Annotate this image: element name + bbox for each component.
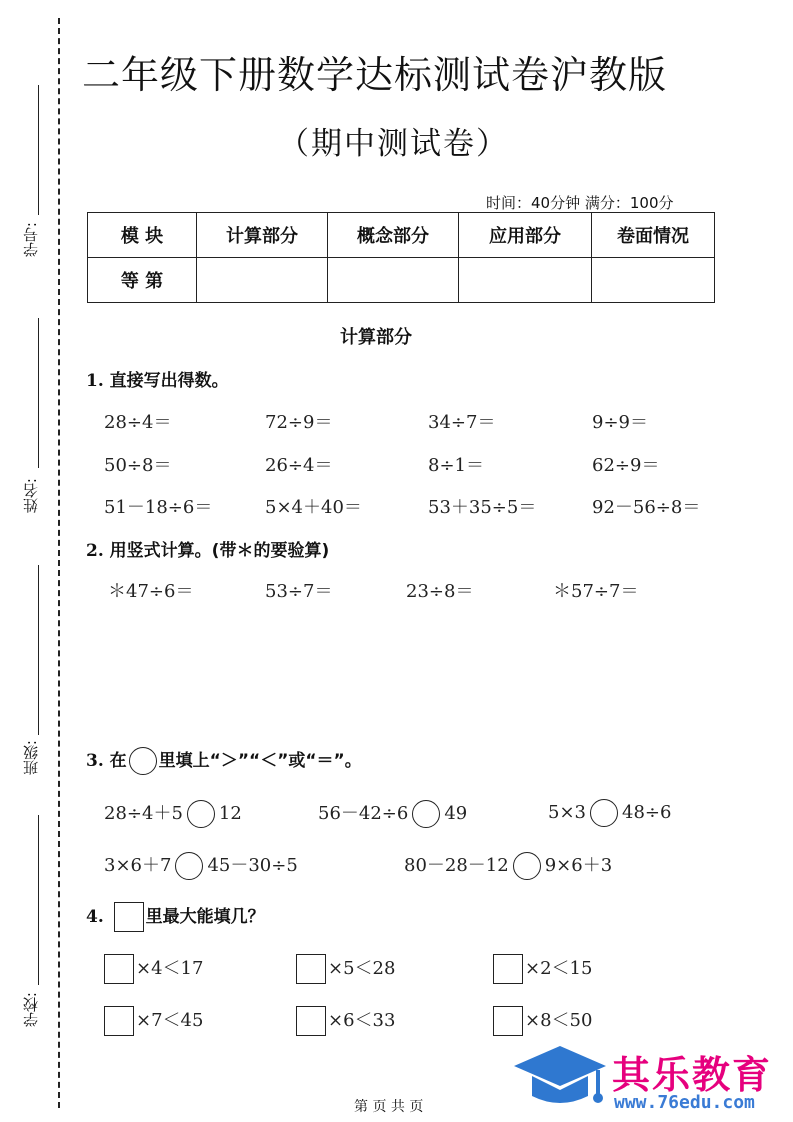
q3-title-post: 里填上“＞”“＜”或“＝”。 — [158, 751, 362, 771]
score-table-cell[interactable] — [592, 258, 715, 303]
q3-right: 9×6＋3 — [544, 855, 613, 876]
q1-expr: 62÷9＝ — [592, 455, 660, 476]
exam-info: 时间：40分钟 满分：100分 — [486, 194, 674, 212]
score-table — [87, 212, 715, 303]
q3-item — [104, 851, 298, 880]
q3-left: 80－28－12 — [404, 855, 509, 876]
q3-left: 56－42÷6 — [318, 803, 409, 824]
q3-right: 12 — [218, 803, 242, 824]
compare-circle[interactable] — [175, 852, 203, 880]
q1-heading — [86, 366, 229, 391]
q3-number: 3. — [86, 751, 104, 771]
score-table-header-cell: 模 块 — [88, 213, 197, 258]
score-table-cell[interactable] — [197, 258, 328, 303]
q4-heading — [86, 902, 265, 932]
page-title: 二年级下册数学达标测试卷沪教版 — [82, 53, 668, 97]
q4-expr: ×2＜15 — [525, 958, 593, 979]
q4-expr: ×4＜17 — [136, 958, 204, 979]
logo-name: 其乐教育 — [612, 1053, 773, 1097]
q3-right: 48÷6 — [622, 802, 672, 823]
student-no-line — [38, 85, 39, 215]
q4-item — [296, 1006, 395, 1036]
score-table-header-cell: 概念部分 — [328, 213, 459, 258]
answer-box[interactable] — [104, 1006, 134, 1036]
q1-expr: 92－56÷8＝ — [592, 497, 701, 518]
q4-item — [493, 1006, 592, 1036]
answer-box[interactable] — [296, 954, 326, 984]
q4-item — [104, 1006, 203, 1036]
q1-number: 1. — [86, 371, 104, 391]
answer-box[interactable] — [296, 1006, 326, 1036]
name-label: 姓名: — [22, 478, 40, 514]
compare-circle[interactable] — [513, 852, 541, 880]
class-label: 班级: — [22, 740, 40, 776]
score-table-header-cell: 计算部分 — [197, 213, 328, 258]
q2-title: 用竖式计算。(带＊的要验算) — [109, 541, 330, 561]
q4-expr: ×6＜33 — [328, 1010, 396, 1031]
q1-expr: 5×4＋40＝ — [265, 497, 362, 518]
q2-number: 2. — [86, 541, 104, 561]
score-table-header-cell: 应用部分 — [459, 213, 592, 258]
score-table-header-row — [88, 213, 715, 258]
q1-expr: 53＋35÷5＝ — [428, 497, 537, 518]
square-icon — [114, 902, 144, 932]
compare-circle[interactable] — [187, 800, 215, 828]
q3-item — [104, 799, 242, 828]
q1-expr: 9÷9＝ — [592, 412, 648, 433]
q2-expr: ＊57÷7＝ — [553, 581, 639, 602]
answer-box[interactable] — [493, 954, 523, 984]
q3-left: 28÷4＋5 — [104, 803, 183, 824]
answer-box[interactable] — [493, 1006, 523, 1036]
q1-expr: 8÷1＝ — [428, 455, 484, 476]
score-table-grade-row — [88, 258, 715, 303]
q1-expr: 72÷9＝ — [265, 412, 333, 433]
answer-box[interactable] — [104, 954, 134, 984]
page-footer: 第 页 共 页 — [354, 1099, 424, 1115]
q4-item — [104, 954, 203, 984]
school-line — [38, 815, 39, 985]
q4-number: 4. — [86, 907, 104, 927]
q4-item — [296, 954, 395, 984]
score-table-header-cell: 卷面情况 — [592, 213, 715, 258]
class-line — [38, 565, 39, 735]
binding-dashed-line — [58, 18, 60, 1108]
q3-item — [404, 851, 612, 880]
q1-expr: 34÷7＝ — [428, 412, 496, 433]
q3-right: 49 — [444, 803, 468, 824]
q1-expr: 26÷4＝ — [265, 455, 333, 476]
score-table-row-label: 等 第 — [88, 258, 197, 303]
graduation-cap-icon — [512, 1044, 608, 1118]
q4-item — [493, 954, 592, 984]
q2-heading — [86, 536, 329, 561]
student-no-label: 学号: — [22, 222, 40, 258]
q2-work-area[interactable] — [86, 610, 716, 740]
section-title: 计算部分 — [340, 327, 412, 348]
score-table-cell[interactable] — [328, 258, 459, 303]
q3-left: 5×3 — [548, 802, 586, 823]
page-subtitle: （期中测试卷） — [278, 126, 509, 162]
q3-heading — [86, 746, 362, 775]
compare-circle[interactable] — [412, 800, 440, 828]
q1-title: 直接写出得数。 — [109, 371, 229, 391]
name-line — [38, 318, 39, 468]
q2-expr: 23÷8＝ — [406, 581, 474, 602]
logo-url: www.76edu.com — [614, 1092, 755, 1113]
q3-title-pre: 在 — [109, 751, 127, 771]
q4-expr: ×7＜45 — [136, 1010, 204, 1031]
compare-circle[interactable] — [590, 799, 618, 827]
q4-title: 里最大能填几？ — [145, 907, 265, 927]
q1-expr: 28÷4＝ — [104, 412, 172, 433]
q1-expr: 50÷8＝ — [104, 455, 172, 476]
q2-expr: ＊47÷6＝ — [108, 581, 194, 602]
q4-expr: ×8＜50 — [525, 1010, 593, 1031]
circle-icon — [129, 747, 157, 775]
q1-expr: 51－18÷6＝ — [104, 497, 213, 518]
q2-expr: 53÷7＝ — [265, 581, 333, 602]
q3-item — [318, 799, 467, 828]
q3-left: 3×6＋7 — [104, 855, 172, 876]
q3-item — [548, 799, 671, 827]
q4-expr: ×5＜28 — [328, 958, 396, 979]
q3-right: 45－30÷5 — [207, 855, 298, 876]
score-table-cell[interactable] — [459, 258, 592, 303]
school-label: 学校: — [22, 992, 40, 1028]
